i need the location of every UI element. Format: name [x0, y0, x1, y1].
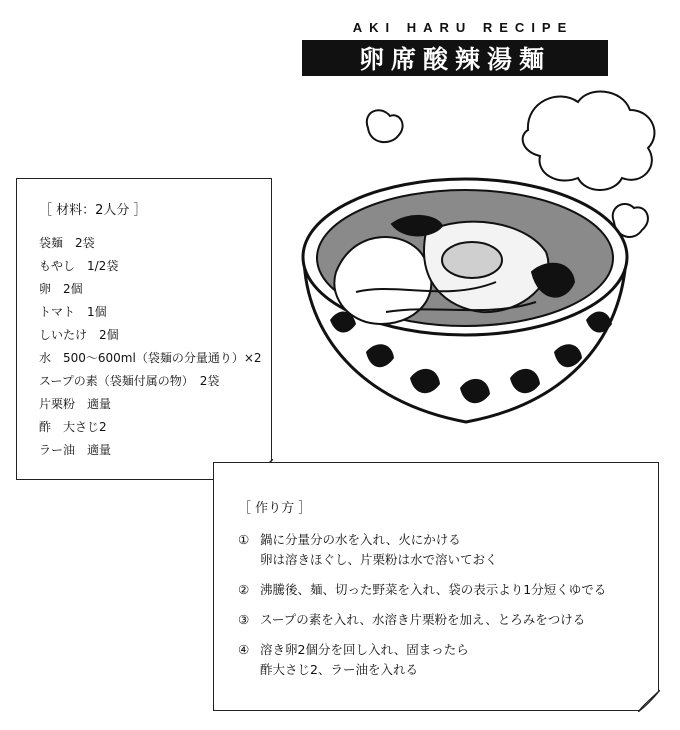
steps-list	[238, 530, 658, 680]
step-text: スープの素を入れ、水溶き片栗粉を加え、とろみをつける	[260, 612, 586, 627]
step-number: ①	[238, 532, 250, 547]
list-item	[238, 530, 658, 570]
step-text: 溶き卵2個分を回し入れ、固まったら	[260, 642, 469, 657]
list-item: ラー油 適量	[39, 443, 112, 457]
step-number: ④	[238, 642, 250, 657]
step-text: 酢大さじ2、ラー油を入れる	[260, 662, 418, 677]
recipe-brand: AKI HARU RECIPE	[352, 20, 574, 35]
recipe-title-text: 卵席酸辣湯麺	[358, 45, 551, 74]
step-text: 沸騰後、麺、切った野菜を入れ、袋の表示より1分短くゆでる	[260, 582, 607, 597]
step-number: ③	[238, 612, 250, 627]
list-item	[238, 640, 658, 680]
step-text: 鍋に分量分の水を入れ、火にかける	[260, 532, 461, 547]
step-text: 卵は溶きほぐし、片栗粉は水で溶いておく	[260, 552, 498, 567]
step-number: ②	[238, 582, 250, 597]
list-item: もやし 1/2袋	[39, 259, 119, 273]
list-item: 卵 2個	[39, 282, 83, 296]
list-item: 袋麺 2袋	[39, 236, 95, 250]
steps-card	[213, 462, 659, 711]
list-item: 水 500〜600ml（袋麺の分量通り）×2	[39, 351, 262, 365]
ingredients-heading: ［ 材料：2人分 ］	[39, 203, 147, 218]
ingredients-list	[39, 232, 271, 462]
steps-heading: ［ 作り方 ］	[238, 501, 312, 516]
list-item: トマト 1個	[39, 305, 107, 319]
list-item	[238, 610, 658, 630]
recipe-title	[302, 40, 608, 76]
ingredients-card	[16, 178, 272, 480]
list-item: しいたけ 2個	[39, 328, 119, 342]
list-item: 酢 大さじ2	[39, 420, 107, 434]
list-item	[238, 580, 658, 600]
ramen-bowl-illustration	[296, 82, 668, 442]
list-item: スープの素（袋麺付属の物） 2袋	[39, 374, 220, 388]
page-curl-icon	[638, 690, 660, 712]
list-item: 片栗粉 適量	[39, 397, 112, 411]
